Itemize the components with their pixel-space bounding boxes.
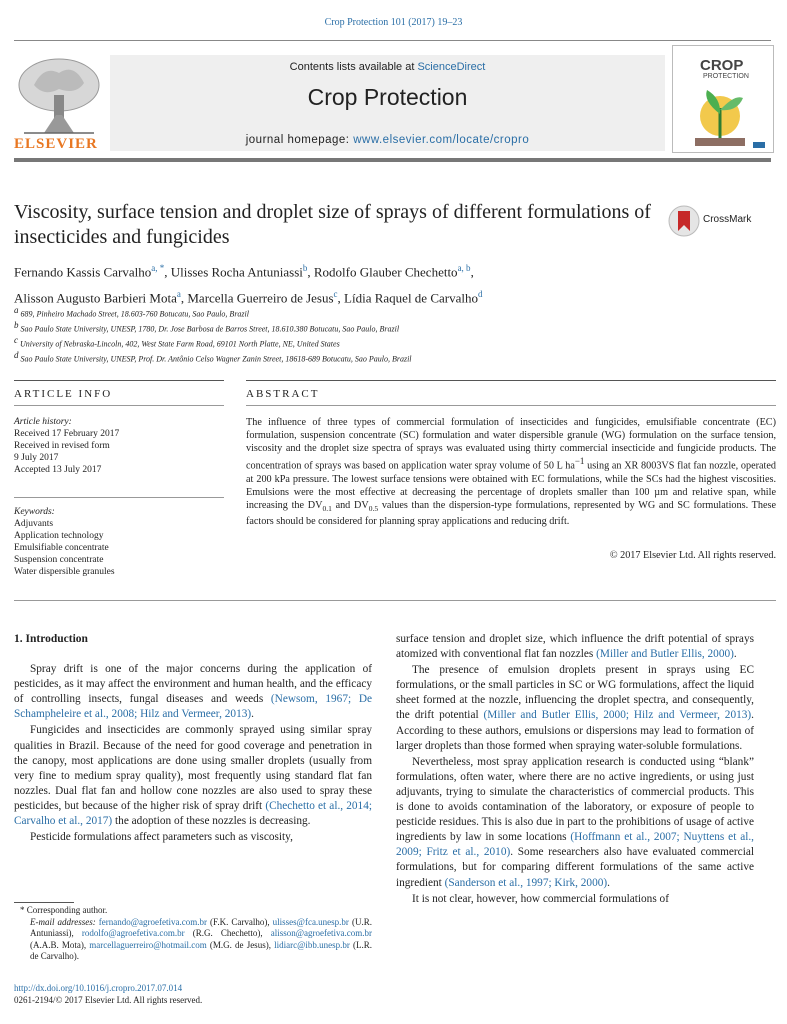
paragraph-text: . According to these authors, emulsions or dispersions may lead to formation of larger droplets than those formed when spraying water-soluble formulations.	[396, 709, 754, 752]
article-history: Article history: Received 17 February 2017 Received in revised form 9 July 2017 Accepted 13 July 2017	[14, 416, 224, 476]
citation-link[interactable]: (Hoffmann et al., 2007; Nuyttens et al., 2009; Fritz et al., 2010)	[396, 831, 754, 859]
email-owner: (M.G. de Jesus),	[206, 939, 275, 950]
affil-text: 689, Pinheiro Machado Street, 18.603-760 Botucatu, Sao Paulo, Brazil	[20, 309, 249, 319]
affil-text: Sao Paulo State University, UNESP, 1780, Dr. Jose Barbosa de Barros Street, 18.610.380 Botucatu, Sao Paulo, Brazil	[20, 324, 400, 334]
abstract-subrule	[246, 405, 776, 406]
issn-line: 0261-2194/© 2017 Elsevier Ltd. All rights reserved.	[14, 995, 203, 1005]
email-owner: (F.K. Carvalho),	[207, 916, 273, 927]
article-info-rule	[14, 380, 224, 381]
cover-subtitle: PROTECTION	[703, 73, 749, 80]
keyword: Emulsifiable concentrate	[14, 543, 109, 553]
author-name: Lídia Raquel de Carvalho	[344, 290, 478, 306]
paragraph-text: .	[607, 876, 610, 889]
author-name: Alisson Augusto Barbieri Mota	[14, 290, 177, 306]
paragraph-text: The presence of emulsion droplets present in sprays using EC formulations, or the small particles in SC or WG formulations, affect the liquid sheet formed at the nozzle, influencing the droplet spectra, and consequently, the drift potential	[396, 664, 754, 722]
paragraph-text: Fungicides and insecticides are commonly sprayed using similar spray qualities in Brazil. Because of the need for good coverage and penetration in the canopy, most applications are done using smaller droplets (usually from very fine to medium spray quality), most frequently using standard flat fan nozzles. Dual flat fan and hollow cone nozzles are also used to spray these pesticides, but because of the higher risk of spray drift	[14, 724, 372, 812]
citation-link[interactable]: (Newsom, 1967; De Schampheleire et al., 2008; Hilz and Vermeer, 2013)	[14, 693, 372, 721]
sciencedirect-link[interactable]: ScienceDirect	[417, 61, 486, 73]
affiliation	[14, 335, 714, 350]
header-rule-bottom	[14, 158, 771, 162]
body-paragraph	[14, 662, 372, 722]
history-item: Accepted 13 July 2017	[14, 465, 102, 475]
keyword: Suspension concentrate	[14, 555, 104, 565]
author-affil-mark[interactable]: a	[176, 289, 181, 300]
email-link[interactable]: marcellaguerreiro@hotmail.com	[89, 939, 207, 950]
cover-title: CROP	[700, 57, 744, 74]
body-paragraph	[396, 632, 754, 662]
paragraph-text: the adoption of these nozzles is decreasing.	[112, 815, 311, 828]
abstract-text: The influence of three types of commercial formulation of insecticides and fungicides, emulsifiable concentrate (EC) formulation, suspension concentrate (SC) formulation and water dispersible granule (WG) formulation on the surface tension, viscosity and the droplet size spectra of sprays was evaluated using thirty commercial insecticide and fungicide products. The concentration of sprays was based on application water spray volume of 50 L $ha^{-1}$ using an XR 8003VS flat fan nozzle, operated at 200 kPa pressure. The lowest surface tensions were obtained with EC formulations, while the SCs had the highest viscosities. Emulsions were the most effective at decreasing the percentage of droplets smaller than 100 µm and relative span, while increasing the $DV_{0.1}$ and $DV_{0.5}$ values than the dispersion-type formulations, represented by WG and SC formulations. These factors should be considered for planning spray applications and reducing drift.	[246, 417, 776, 528]
email-link[interactable]: lidiarc@ibb.unesp.br	[274, 939, 350, 950]
keywords: Keywords: Adjuvants Application technology Emulsifiable concentrate Suspension concentrate Water dispersible granules	[14, 506, 224, 578]
history-item: Received in revised form	[14, 441, 110, 451]
affil-mark: a	[14, 305, 19, 315]
footnote-rule	[14, 902, 74, 903]
author-affil-mark[interactable]: a, *	[151, 263, 165, 273]
author-affil-mark[interactable]: b	[302, 263, 308, 273]
affil-mark: d	[14, 350, 19, 361]
paragraph-text: Pesticide formulations affect parameters such as viscosity,	[30, 831, 293, 844]
section-heading-introduction: 1. Introduction	[14, 633, 88, 645]
author-affil-mark[interactable]: a, b	[457, 263, 471, 273]
journal-citation[interactable]: Crop Protection 101 (2017) 19–23	[324, 17, 463, 28]
body-paragraph	[14, 830, 372, 845]
front-matter-rule	[14, 600, 776, 601]
abstract-copyright: © 2017 Elsevier Ltd. All rights reserved.	[609, 550, 776, 561]
paragraph-text: surface tension and droplet size, which influence the drift potential of sprays atomized with conventional flat fan nozzles	[396, 633, 754, 661]
body-paragraph	[396, 755, 754, 891]
author-affil-mark[interactable]: c	[333, 289, 338, 300]
crossmark-label[interactable]: CrossMark	[703, 214, 752, 225]
author-name: Rodolfo Glauber Chechetto	[313, 264, 458, 280]
history-item: Received 17 February 2017	[14, 429, 120, 439]
header-rule-top	[14, 40, 771, 41]
author-affil-mark[interactable]: d	[477, 289, 483, 300]
author-name: Ulisses Rocha Antuniassi	[170, 264, 303, 280]
history-item: 9 July 2017	[14, 453, 59, 463]
keywords-rule	[14, 497, 224, 498]
paragraph-text: Spray drift is one of the major concerns during the application of pesticides, as it may affect the environment and human health, and the efficacy of controlling insects, fungal diseases and weeds	[14, 663, 372, 706]
homepage-link[interactable]: www.elsevier.com/locate/cropro	[353, 134, 530, 146]
email-link[interactable]: ulisses@fca.unesp.br	[272, 916, 349, 927]
author-list: Fernando Kassis Carvalho$^{a, *}$, Ulisses Rocha Antuniassi$^b$, Rodolfo Glauber Chechetto$^{a, b}$, Alisson Augusto Barbieri Mota$^a$, Marcella Guerreiro de Jesus$^c$, Lídia Raquel de Carvalho$^d$	[14, 263, 483, 306]
elsevier-logo-text: ELSEVIER	[14, 136, 98, 152]
author-name: Marcella Guerreiro de Jesus	[187, 290, 334, 306]
citation-link[interactable]: (Sanderson et al., 1997; Kirk, 2000)	[444, 876, 608, 889]
doi-link[interactable]: http://dx.doi.org/10.1016/j.cropro.2017.07.014	[14, 983, 183, 993]
body-right-column	[396, 632, 754, 908]
contents-available: Contents lists available at ScienceDirect	[289, 61, 486, 73]
affil-mark: c	[14, 335, 18, 346]
paragraph-text: It is not clear, however, how commercial formulations of	[412, 892, 669, 905]
author-name: Fernando Kassis Carvalho	[14, 264, 152, 280]
article-info-heading: ARTICLE INFO	[14, 388, 113, 400]
article-info-subrule	[14, 405, 224, 406]
article-title: Viscosity, surface tension and droplet size of sprays of different formulations of insecticides and fungicides	[14, 201, 651, 248]
body-left-column	[14, 632, 372, 846]
keyword: Adjuvants	[14, 519, 54, 529]
paragraph-text: . Some researchers also have evaluated commercial formulations, but for comparing different formulations of the same active ingredient	[396, 846, 754, 889]
body-paragraph	[396, 892, 754, 907]
affil-text: Sao Paulo State University, UNESP, Prof. Dr. Antônio Celso Wagner Zanin Street, 18618-689 Botucatu, Sao Paulo, Brazil	[20, 355, 412, 365]
abstract-rule	[246, 380, 776, 381]
journal-homepage: journal homepage: www.elsevier.com/locate/cropro	[245, 134, 530, 146]
crossmark-icon[interactable]	[668, 205, 700, 237]
body-paragraph	[14, 723, 372, 829]
affiliation	[14, 320, 714, 335]
affil-mark: b	[14, 320, 19, 331]
citation-link[interactable]: (Miller and Butler Ellis, 2000)	[596, 648, 734, 661]
affiliations	[14, 305, 714, 366]
body-paragraph	[396, 663, 754, 754]
affiliation	[14, 305, 714, 320]
email-owner: (L.R. de Carvalho).	[30, 939, 372, 961]
abstract-heading: ABSTRACT	[246, 388, 320, 400]
keyword: Water dispersible granules	[14, 567, 115, 577]
affiliation	[14, 350, 714, 365]
paragraph-text: .	[251, 708, 254, 721]
affil-text: University of Nebraska-Lincoln, 402, West State Farm Road, 69101 North Platte, NE, United States	[20, 339, 340, 349]
email-link[interactable]: rodolfo@agroefetiva.com.br	[81, 928, 185, 938]
email-link[interactable]: fernando@agroefetiva.com.br	[98, 916, 207, 927]
email-owner: (A.A.B. Mota),	[30, 939, 90, 950]
email-owner: (U.R. Antuniassi),	[30, 916, 372, 938]
citation-link[interactable]: (Chechetto et al., 2014; Carvalho et al., 2017)	[14, 799, 372, 828]
citation-link[interactable]: (Miller and Butler Ellis, 2000; Hilz and Vermeer, 2013)	[483, 709, 752, 722]
email-owner: (R.G. Chechetto),	[184, 928, 271, 938]
footnotes: * Corresponding author. E-mail addresses: fernando@agroefetiva.com.br (F.K. Carvalho), ulisses@fca.unesp.br (U.R. Antuniassi), rodolfo@agroefetiva.com.br (R.G. Chechetto), alisson@agroefetiva.com.br (A.A.B. Mota), marcellaguerreiro@hotmail.com (M.G. de Jesus), lidiarc@ibb.unesp.br (L.R. de Carvalho).	[20, 905, 372, 961]
journal-title: Crop Protection	[307, 84, 468, 110]
email-link[interactable]: alisson@agroefetiva.com.br	[270, 928, 372, 938]
keyword: Application technology	[14, 531, 104, 541]
doi-block	[14, 982, 202, 1006]
paragraph-text: .	[733, 648, 737, 661]
paragraph-text: Nevertheless, most spray application research is conducted using “blank” formulations, often water, where there are no active ingredients, or using just adjuvants, trying to simulate the characteristics of commercial products. This is done to avoids contamination of the laboratory, or exposure of people to pesticide residues. This is also due in part to the prohibitions of usage of active ingredients by law in some locations	[396, 755, 754, 844]
